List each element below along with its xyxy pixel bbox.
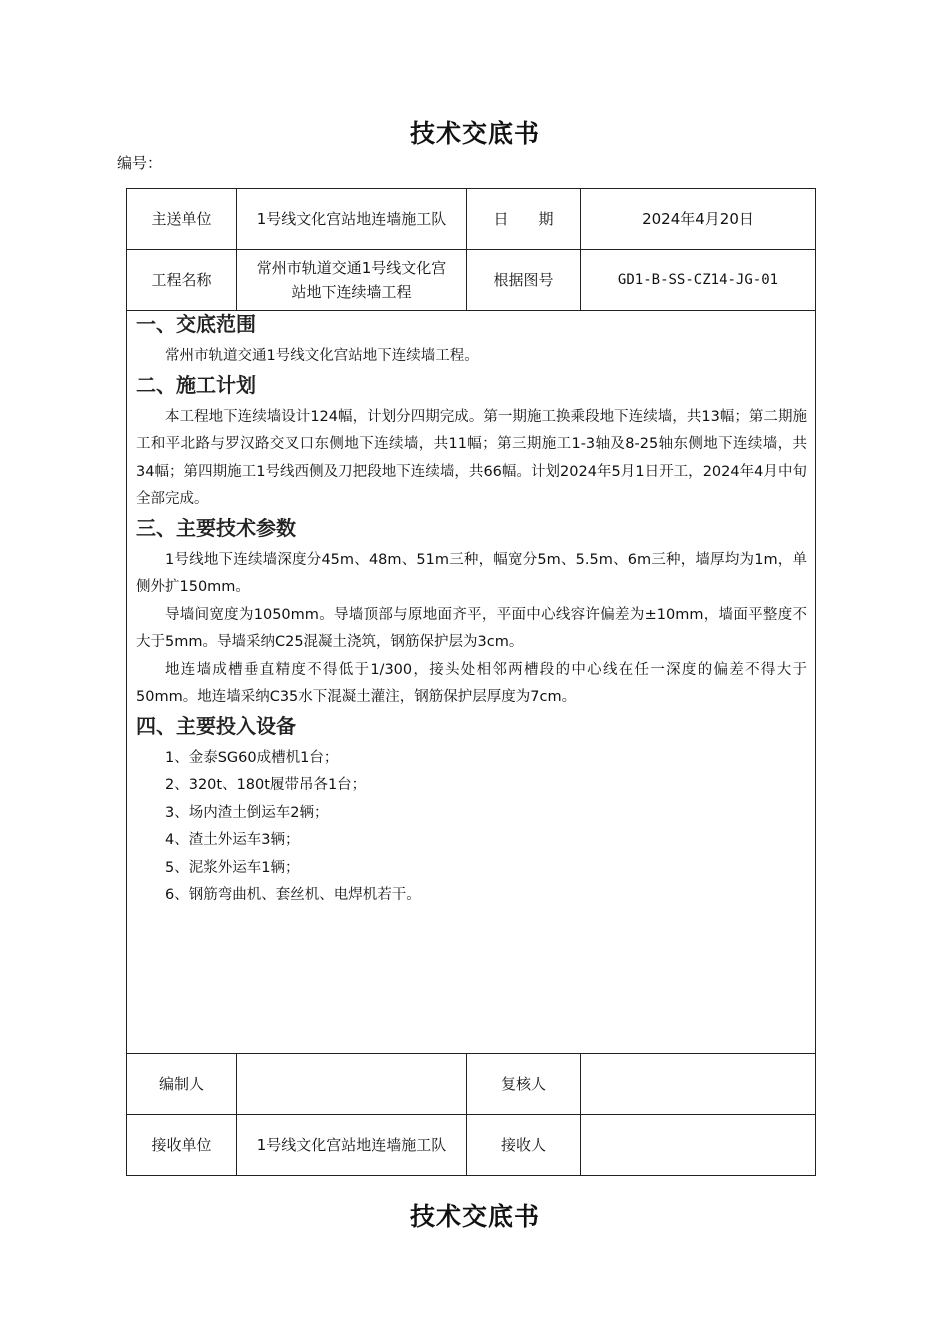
receiver-value [581, 1115, 816, 1176]
receiver-unit-label: 接收单位 [127, 1115, 237, 1176]
section-heading-plan: 二、施工计划 [136, 372, 256, 397]
reviewer-label: 复核人 [467, 1054, 581, 1115]
plan-paragraph: 本工程地下连续墙设计124幅，计划分四期完成。第一期施工换乘段地下连续墙，共13幅；第二期施工和平北路与罗汉路交叉口东侧地下连续墙，共11幅；第三期施工1-3轴及8-25轴东侧地下连续墙，共34幅；第四期施工1号线西侧及刀把段地下连续墙，共66幅。计划2024年5月1日开工，2024年4月中旬全部完成。 [136, 408, 807, 507]
equipment-item: 4、渣土外运车3辆； [165, 832, 300, 849]
date-value: 2024年4月20日 [581, 189, 816, 250]
reviewer-value [581, 1054, 816, 1115]
serial-number-label: 编号： [117, 154, 163, 172]
section-heading-equipment: 四、主要投入设备 [136, 713, 296, 738]
content-row [127, 311, 816, 1054]
equipment-item: 5、泥浆外运车1辆； [165, 859, 300, 876]
scope-paragraph: 常州市轨道交通1号线文化宫站地下连续墙工程。 [165, 348, 479, 364]
compiler-value [237, 1054, 467, 1115]
parameters-paragraph-2: 导墙间宽度为1050mm。导墙顶部与原地面齐平，平面中心线容许偏差为±10mm，墙面平整度不大于5mm。导墙采纳C25混凝土浇筑，钢筋保护层为3cm。 [136, 606, 807, 650]
project-value: 常州市轨道交通1号线文化宫站地下连续墙工程 [237, 250, 467, 311]
content-cell [127, 311, 816, 1054]
section-heading-parameters: 三、主要技术参数 [136, 515, 296, 540]
project-row [127, 250, 816, 311]
parameters-paragraph-1: 1号线地下连续墙深度分45m、48m、51m三种，幅宽分5m、5.5m、6m三种，墙厚均为1m，单侧外扩150mm。 [136, 551, 807, 595]
section-heading-scope: 一、交底范围 [136, 312, 256, 336]
equipment-item: 6、钢筋弯曲机、套丝机、电焊机若干。 [165, 887, 421, 904]
sender-row [127, 189, 816, 250]
receiver-row [127, 1115, 816, 1176]
compiler-row [127, 1054, 816, 1115]
disclosure-form-table [126, 188, 816, 1176]
sender-label: 主送单位 [127, 189, 237, 250]
document-title: 技术交底书 [409, 119, 540, 148]
parameters-paragraph-3: 地连墙成槽垂直精度不得低于1/300，接头处相邻两槽段的中心线在任一深度的偏差不得大于50mm。地连墙采纳C35水下混凝土灌注，钢筋保护层厚度为7cm。 [136, 661, 807, 705]
project-label: 工程名称 [127, 250, 237, 311]
next-page-title: 技术交底书 [409, 1202, 540, 1231]
receiver-unit-value: 1号线文化宫站地连墙施工队 [237, 1115, 467, 1176]
receiver-label: 接收人 [467, 1115, 581, 1176]
equipment-item: 1、金泰SG60成槽机1台； [165, 749, 339, 766]
equipment-item: 2、320t、180t履带吊各1台； [165, 777, 367, 794]
date-label: 日 期 [467, 189, 581, 250]
compiler-label: 编制人 [127, 1054, 237, 1115]
drawing-value: GD1-B-SS-CZ14-JG-01 [581, 250, 816, 311]
equipment-item: 3、场内渣土倒运车2辆； [165, 804, 329, 821]
drawing-label: 根据图号 [467, 250, 581, 311]
sender-value: 1号线文化宫站地连墙施工队 [237, 189, 467, 250]
